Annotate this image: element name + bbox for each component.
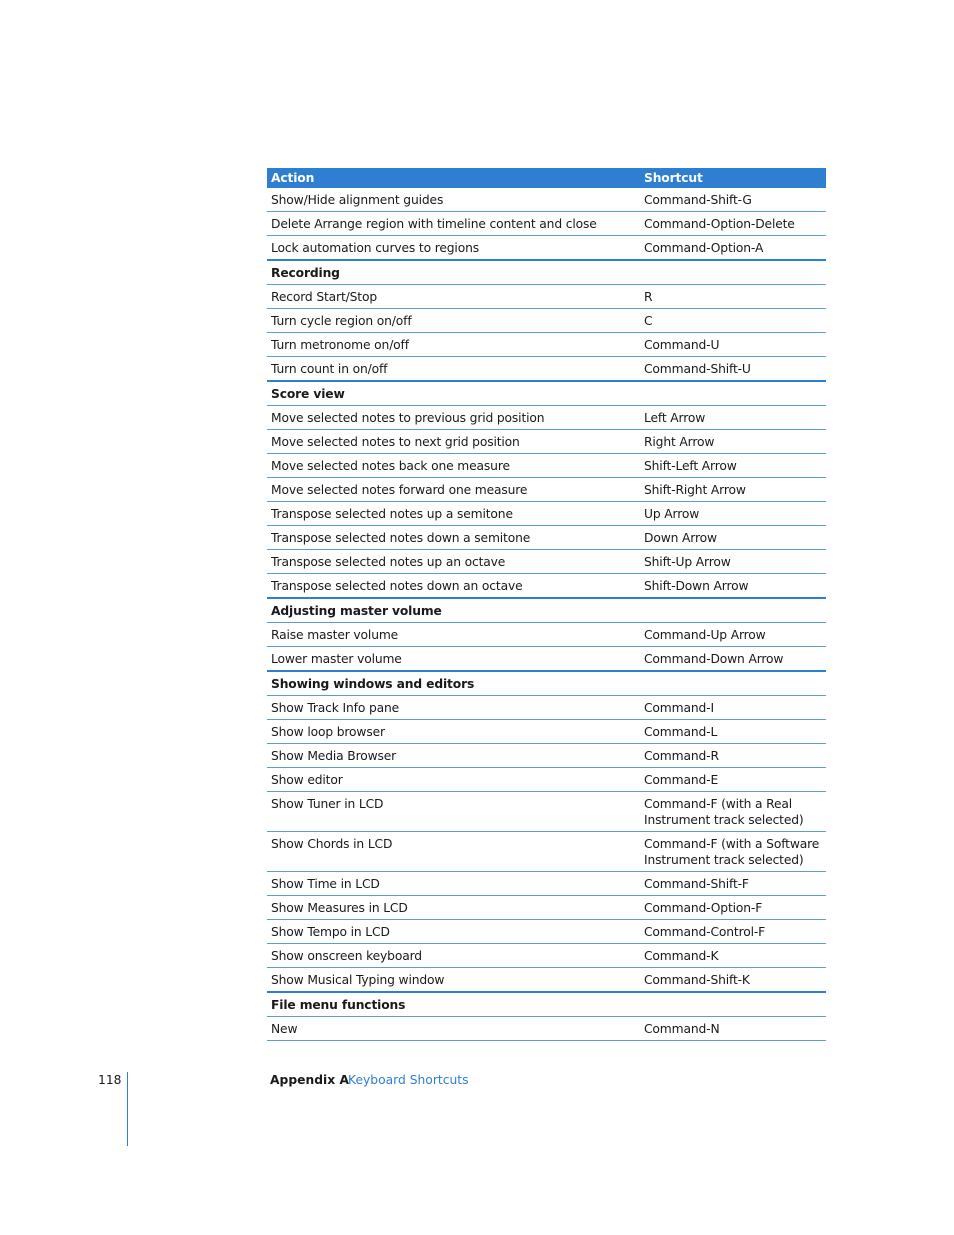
table-row <box>267 406 826 430</box>
table-row <box>267 430 826 454</box>
header-shortcut: Shortcut <box>644 171 703 185</box>
appendix-title: Keyboard Shortcuts <box>348 1073 469 1087</box>
shortcut-cell: Command-Option-F <box>644 901 763 915</box>
table-row <box>267 872 826 896</box>
shortcut-cell <box>640 676 826 692</box>
table-row <box>267 550 826 574</box>
table-row <box>267 454 826 478</box>
shortcut-cell <box>640 997 826 1013</box>
table-row <box>267 744 826 768</box>
table-row <box>267 792 826 832</box>
table-row <box>267 478 826 502</box>
table-row <box>267 285 826 309</box>
section-header-row <box>267 261 826 285</box>
page-footer <box>0 1072 954 1092</box>
action-cell: Turn cycle region on/off <box>271 314 412 328</box>
shortcut-cell: Shift-Up Arrow <box>644 555 731 569</box>
action-cell: Move selected notes forward one measure <box>271 483 528 497</box>
table-body <box>267 188 826 1041</box>
table-row <box>267 333 826 357</box>
shortcut-cell: Shift-Right Arrow <box>644 483 746 497</box>
action-cell: Turn count in on/off <box>271 362 388 376</box>
shortcut-cell: Shift-Left Arrow <box>644 459 737 473</box>
section-title: File menu functions <box>271 998 406 1012</box>
page-number: 118 <box>98 1073 122 1087</box>
table-row <box>267 696 826 720</box>
table-row <box>267 720 826 744</box>
shortcut-cell: Command-Shift-U <box>644 362 751 376</box>
table-row <box>267 896 826 920</box>
table-row <box>267 1017 826 1041</box>
shortcut-cell: Command-Shift-G <box>644 193 752 207</box>
table-row <box>267 188 826 212</box>
table-row <box>267 920 826 944</box>
shortcut-cell: Command-Option-A <box>644 241 764 255</box>
shortcut-cell: Command-Control-F <box>644 925 766 939</box>
section-title: Showing windows and editors <box>271 677 475 691</box>
action-cell: Show loop browser <box>271 725 385 739</box>
action-cell: Show Tempo in LCD <box>271 925 390 939</box>
table-row <box>267 574 826 599</box>
table-row <box>267 647 826 672</box>
action-cell: Transpose selected notes up an octave <box>271 555 506 569</box>
shortcut-cell: Command-Shift-F <box>644 877 749 891</box>
section-header-row <box>267 382 826 406</box>
shortcut-cell: Command-Up Arrow <box>644 628 766 642</box>
table-row <box>267 212 826 236</box>
shortcut-table <box>267 168 826 1041</box>
action-cell: Show/Hide alignment guides <box>271 193 444 207</box>
shortcut-cell: C <box>644 314 653 328</box>
action-cell: Show Time in LCD <box>271 877 380 891</box>
shortcut-cell: Shift-Down Arrow <box>644 579 749 593</box>
shortcut-cell: Left Arrow <box>644 411 706 425</box>
action-cell: Show Chords in LCD <box>271 837 393 851</box>
section-title: Adjusting master volume <box>271 604 442 618</box>
action-cell: Move selected notes to next grid position <box>271 435 520 449</box>
action-cell: Record Start/Stop <box>271 290 377 304</box>
shortcut-cell: Command-N <box>644 1022 720 1036</box>
action-cell: Show Musical Typing window <box>271 973 445 987</box>
table-row <box>267 502 826 526</box>
action-cell: Lock automation curves to regions <box>271 241 479 255</box>
shortcut-cell: Down Arrow <box>644 531 717 545</box>
action-cell: Show Track Info pane <box>271 701 400 715</box>
footer-divider <box>127 1072 128 1146</box>
table-row <box>267 526 826 550</box>
action-cell: Transpose selected notes down an octave <box>271 579 523 593</box>
action-cell: Show Tuner in LCD <box>271 797 384 811</box>
action-cell: Lower master volume <box>271 652 402 666</box>
table-row <box>267 832 826 872</box>
action-cell: Move selected notes back one measure <box>271 459 510 473</box>
table-row <box>267 768 826 792</box>
action-cell: Show Measures in LCD <box>271 901 408 915</box>
action-cell: Transpose selected notes down a semitone <box>271 531 531 545</box>
shortcut-cell: Right Arrow <box>644 435 715 449</box>
section-title: Recording <box>271 266 340 280</box>
section-title: Score view <box>271 387 345 401</box>
shortcut-cell: Up Arrow <box>644 507 700 521</box>
section-header-row <box>267 672 826 696</box>
table-row <box>267 944 826 968</box>
table-row <box>267 309 826 333</box>
shortcut-cell: Command-Shift-K <box>644 973 750 987</box>
shortcut-cell: Command-R <box>644 749 719 763</box>
shortcut-cell: Command-Down Arrow <box>644 652 784 666</box>
section-header-row <box>267 599 826 623</box>
shortcut-cell: Command-K <box>644 949 719 963</box>
action-cell: Transpose selected notes up a semitone <box>271 507 513 521</box>
shortcut-cell: Command-L <box>644 725 718 739</box>
action-cell: Show Media Browser <box>271 749 397 763</box>
shortcut-cell <box>640 386 826 402</box>
shortcut-cell: Command-F (with a Software Instrument track selected) <box>644 837 820 867</box>
table-row <box>267 236 826 261</box>
action-cell: Raise master volume <box>271 628 399 642</box>
table-header-row <box>267 168 826 188</box>
shortcut-cell: Command-E <box>644 773 719 787</box>
table-row <box>267 623 826 647</box>
shortcut-cell <box>640 603 826 619</box>
appendix-label: Appendix A <box>270 1073 349 1087</box>
table-row <box>267 357 826 382</box>
shortcut-cell: Command-Option-Delete <box>644 217 795 231</box>
action-cell: Show editor <box>271 773 343 787</box>
table-row <box>267 968 826 993</box>
action-cell: Move selected notes to previous grid position <box>271 411 545 425</box>
shortcut-cell: R <box>644 290 653 304</box>
shortcut-cell <box>640 265 826 281</box>
shortcut-cell: Command-U <box>644 338 720 352</box>
shortcut-cell: Command-I <box>644 701 714 715</box>
action-cell: Turn metronome on/off <box>271 338 409 352</box>
action-cell: New <box>271 1022 298 1036</box>
action-cell: Delete Arrange region with timeline content and close <box>271 217 597 231</box>
section-header-row <box>267 993 826 1017</box>
action-cell: Show onscreen keyboard <box>271 949 422 963</box>
shortcut-cell: Command-F (with a Real Instrument track selected) <box>644 797 804 827</box>
header-action: Action <box>271 171 315 185</box>
